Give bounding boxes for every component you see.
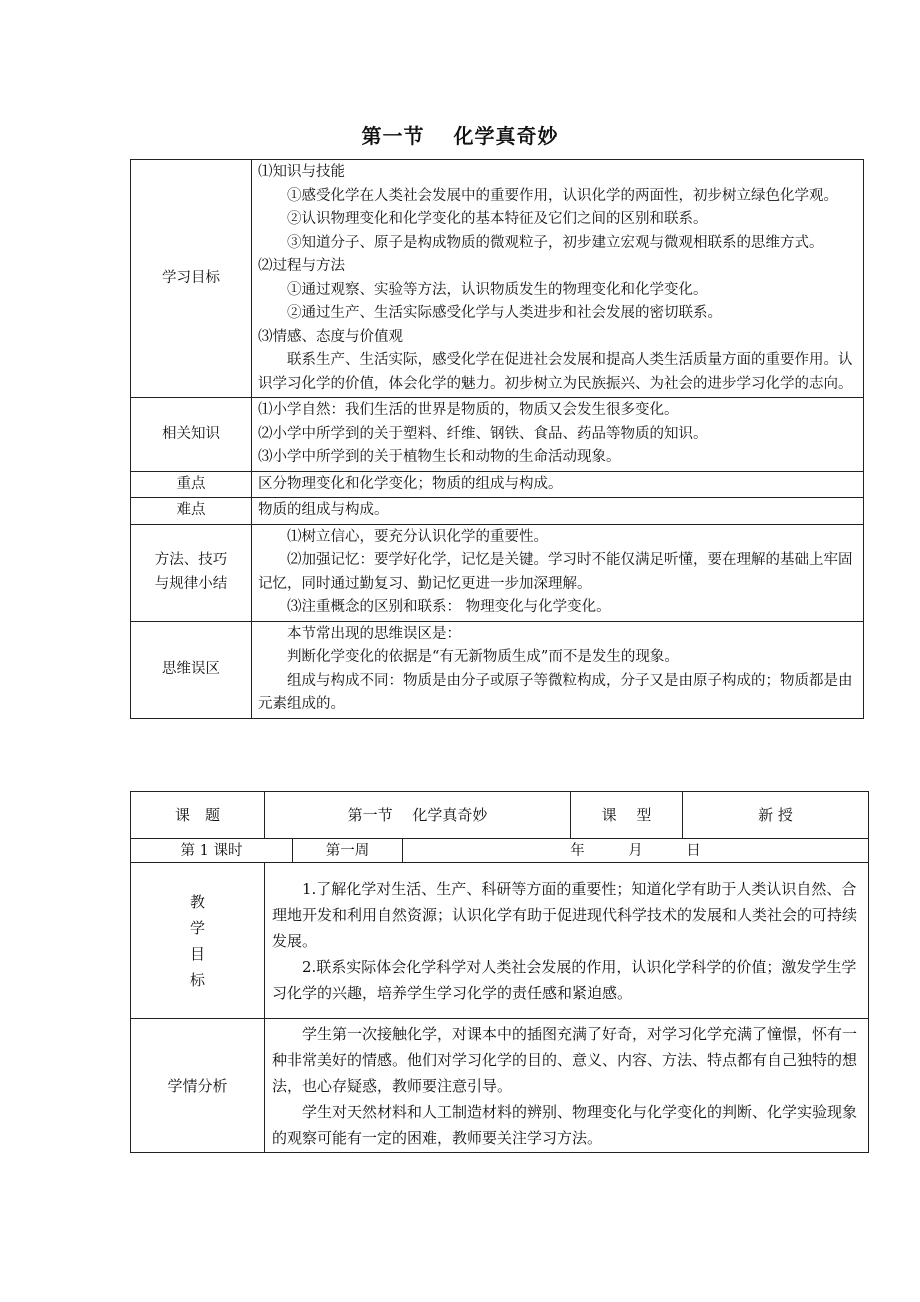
analysis-content [265, 1019, 869, 1153]
topic-row [131, 792, 869, 839]
methods-content [252, 524, 864, 621]
analysis-line: 学生对天然材料和人工制造材料的辨别、物理变化与化学变化的判断、化学实验现象的观察可能有一定的困难，教师要关注学习方法。 [272, 1102, 858, 1147]
type-value: 新 授 [683, 792, 869, 839]
teaching-goals-label [131, 863, 265, 1019]
key-content: 区分物理变化和化学变化；物质的组成与构成。 [252, 471, 864, 498]
related-line: ⑵小学中所学到的关于塑料、纤维、钢铁、食品、药品等物质的知识。 [258, 425, 708, 442]
methods-row [131, 524, 864, 621]
analysis-label: 学情分析 [131, 1019, 265, 1153]
difficult-label: 难点 [131, 498, 252, 525]
misconceptions-line: 判断化学变化的依据是“有无新物质生成”而不是发生的现象。 [287, 649, 679, 665]
misconceptions-content [252, 621, 864, 718]
goals-line: ②认识物理变化和化学变化的基本特征及它们之间的区别和联系。 [287, 211, 708, 227]
methods-line: ⑶注重概念的区别和联系： 物理变化与化学变化。 [287, 599, 611, 615]
goals-line: ⑵过程与方法 [258, 258, 345, 274]
teaching-goals-line: 2.联系实际体会化学科学对人类社会发展的作用，认识化学科学的价值；激发学生学习化学的兴趣，培养学生学习化学的责任感和紧迫感。 [272, 957, 857, 1002]
lesson-overview-table [130, 159, 864, 719]
goals-line: ⑴知识与技能 [258, 164, 345, 180]
goals-content [252, 160, 864, 398]
related-line: ⑴小学自然：我们生活的世界是物质的，物质又会发生很多变化。 [258, 402, 679, 418]
methods-line: ⑴树立信心，要充分认识化学的重要性。 [287, 528, 548, 545]
difficult-content: 物质的组成与构成。 [252, 498, 864, 525]
page-title: 第一节 化学真奇妙 [361, 124, 559, 148]
goals-line: ①感受化学在人类社会发展中的重要作用，认识化学的两面性，初步树立绿色化学观。 [287, 187, 838, 204]
misconceptions-label: 思维误区 [131, 621, 252, 718]
goals-line: ①通过观察、实验等方法，认识物质发生的物理变化和化学变化。 [287, 281, 708, 298]
goals-line: ⑶情感、态度与价值观 [258, 328, 403, 345]
misconceptions-line: 本节常出现的思维误区是： [287, 625, 461, 642]
lesson-number: 第 1 课时 [131, 839, 293, 863]
related-line: ⑶小学中所学到的关于植物生长和动物的生命活动现象。 [258, 449, 621, 465]
teaching-goals-line: 1.了解化学对生活、生产、科研等方面的重要性；知道化学有助于人类认识自然、合理地开发和利用自然资源；认识化学有助于促进现代科学技术的发展和人类社会的可持续发展。 [272, 879, 858, 950]
related-row [131, 398, 864, 472]
goals-label: 学习目标 [131, 160, 252, 398]
difficult-row [131, 498, 864, 525]
methods-label [131, 524, 252, 621]
methods-label-line: 方法、技巧 [154, 552, 228, 568]
misconceptions-row [131, 621, 864, 718]
teaching-goals-label-char: 学 [189, 918, 205, 937]
type-label: 课 型 [571, 792, 683, 839]
teaching-goals-row [131, 863, 869, 1019]
analysis-line: 学生第一次接触化学，对课本中的插图充满了好奇，对学习化学充满了憧憬，怀有一种非常美好的情感。他们对学习化学的目的、意义、内容、方法、特点都有自己独特的想法，也心存疑惑，教师要注意引导。 [272, 1024, 858, 1095]
goals-row [131, 160, 864, 398]
date: 年 月 日 [403, 839, 869, 863]
key-label: 重点 [131, 471, 252, 498]
misconceptions-line: 组成与构成不同：物质是由分子或原子等微粒构成，分子又是由原子构成的；物质都是由元素组成的。 [258, 672, 853, 712]
teaching-goals-label-char: 标 [189, 970, 205, 989]
analysis-row [131, 1019, 869, 1153]
related-label: 相关知识 [131, 398, 252, 472]
topic-label: 课 题 [131, 792, 265, 839]
schedule-row [131, 839, 869, 863]
methods-label-line: 与规律小结 [154, 575, 228, 592]
goals-line: ③知道分子、原子是构成物质的微观粒子，初步建立宏观与微观相联系的思维方式。 [287, 234, 824, 251]
related-content [252, 398, 864, 472]
teaching-goals-label-char: 目 [189, 944, 205, 963]
teaching-goals-label-char: 教 [189, 892, 205, 911]
lesson-plan-table [130, 791, 869, 1153]
key-row [131, 471, 864, 498]
methods-line: ⑵加强记忆：要学好化学，记忆是关键。学习时不能仅满足听懂，要在理解的基础上牢固记忆，同时通过勤复习、勤记忆更进一步加深理解。 [258, 552, 853, 592]
goals-line: 联系生产、生活实际，感受化学在促进社会发展和提高人类生活质量方面的重要作用。认识学习化学的价值，体会化学的魅力。初步树立为民族振兴、为社会的进步学习化学的志向。 [258, 352, 853, 392]
week: 第一周 [293, 839, 403, 863]
teaching-goals-content [265, 863, 869, 1019]
goals-line: ②通过生产、生活实际感受化学与人类进步和社会发展的密切联系。 [287, 305, 722, 321]
topic-value: 第一节 化学真奇妙 [265, 792, 571, 839]
